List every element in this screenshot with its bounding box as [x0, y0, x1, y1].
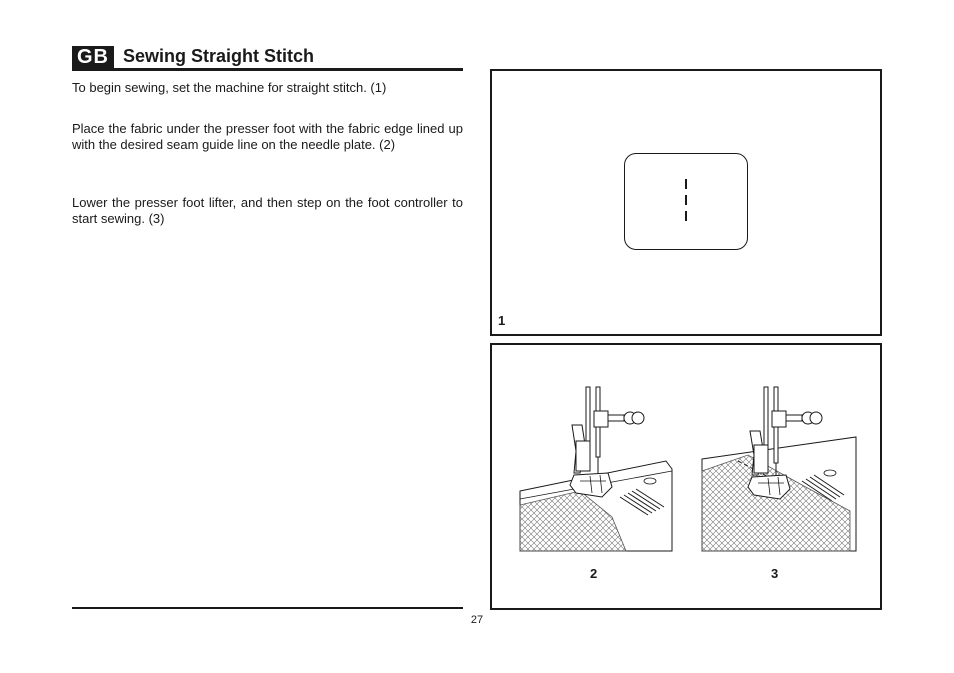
figure-2-label: 2 [590, 566, 598, 581]
page-title: Sewing Straight Stitch [123, 46, 315, 66]
section-header [72, 44, 463, 70]
figure-1-panel [490, 69, 882, 336]
stitch-display-screen [624, 153, 748, 250]
language-badge: GB [72, 46, 114, 68]
figure-1-label: 1 [498, 313, 506, 328]
instruction-paragraph-1: To begin sewing, set the machine for straight stitch. (1) [72, 80, 387, 95]
presser-foot-fabric-edge-illustration [516, 381, 676, 561]
instruction-paragraph-3: Lower the presser foot lifter, and then step on the foot controller to start sewing. (3) [72, 195, 463, 226]
figure-2-3-panel [490, 343, 882, 610]
footer-rule [72, 607, 463, 609]
presser-foot-lowered-illustration [698, 381, 858, 561]
instruction-paragraph-2: Place the fabric under the presser foot with the fabric edge lined up with the desired seam guide line on the needle plate. (2) [72, 121, 463, 152]
header-rule [72, 68, 463, 71]
straight-stitch-icon [625, 154, 746, 248]
page-number: 27 [470, 614, 484, 626]
figure-3-label: 3 [771, 566, 779, 581]
